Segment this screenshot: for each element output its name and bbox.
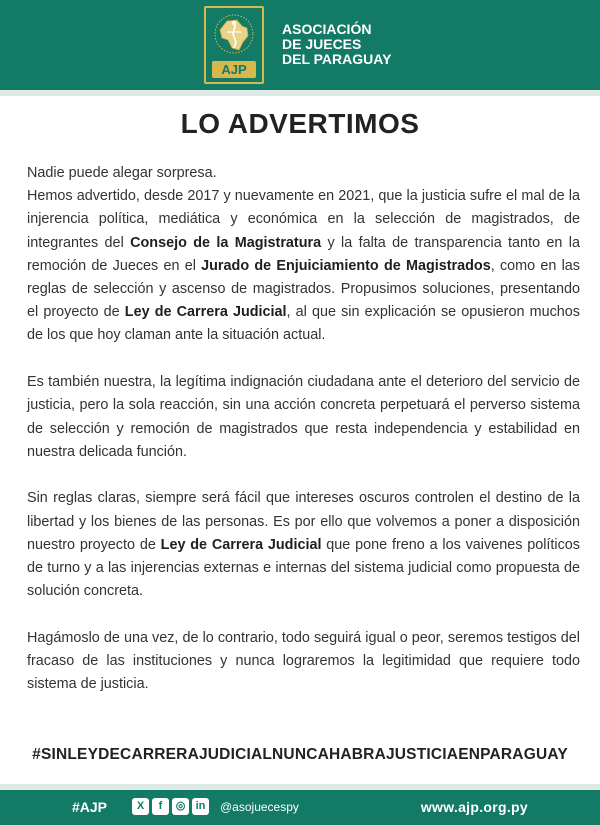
logo-acronym: AJP: [212, 61, 256, 78]
x-icon[interactable]: X: [132, 798, 149, 815]
page-title: LO ADVERTIMOS: [180, 108, 420, 139]
paragraph-2: [27, 371, 580, 464]
linkedin-icon[interactable]: in: [192, 798, 209, 815]
bold-text-run: Ley de Carrera Judicial: [160, 536, 322, 553]
social-icons: [132, 798, 209, 816]
organization-name: [282, 22, 482, 67]
text-run: y la falta de transparencia tanto en la remoción de Jueces en el: [27, 234, 580, 274]
text-run: que pone freno a los vaivenes políticos de turno y a las injerencias externas e internas del sistema judicial como propuesta de solución concreta.: [27, 536, 580, 600]
org-name-line: DEL PARAGUAY: [282, 51, 392, 67]
text-run: Hemos advertido, desde 2017 y nuevamente en 2021, que la justicia sufre el mal de la injerencia política, mediática y económica en la selección de magistrados, de integrantes del: [27, 188, 580, 251]
text-run: Sin reglas claras, siempre será fácil que intereses oscuros controlen el destino de la libertad y los bienes de las personas. Es por ello que volvemos a poner a disposición nuestro proyecto de: [27, 490, 580, 553]
facebook-icon[interactable]: f: [152, 798, 169, 815]
org-name-line: DE JUECES: [282, 36, 362, 52]
paragraph-text: [27, 487, 580, 603]
header-banner: [0, 0, 600, 90]
opening-line: Nadie puede alegar sorpresa.: [27, 165, 217, 181]
paragraph-text: Es también nuestra, la legítima indignación ciudadana ante el deterioro del servicio de justicia, pero la sola reacción, sin una acción concreta perpetuará el perverso sistema de selección y remoción de magistrados que resta independencia y estabilidad en nuestra delicada función.: [27, 374, 580, 460]
org-name-line: ASOCIACIÓN: [282, 21, 372, 37]
footer-banner: [0, 790, 600, 825]
instagram-icon[interactable]: ◎: [172, 798, 189, 815]
footer-hashtag: #AJP: [72, 799, 108, 815]
text-run: , como en las reglas de selección y ascenso de magistrados. Propusimos soluciones, presentando el proyecto de: [27, 257, 581, 321]
header-divider: [0, 90, 600, 96]
paragraph-3: [27, 487, 580, 603]
statement-body: [27, 162, 580, 720]
social-handle[interactable]: @asojuecespy: [220, 800, 299, 814]
website-link[interactable]: www.ajp.org.py: [420, 799, 528, 815]
paragraph-4: [27, 627, 580, 697]
campaign-hashtag: #SINLEYDECARRERAJUDICIALNUNCAHABRAJUSTICIAENPARAGUAY: [32, 746, 568, 763]
bold-text-run: Ley de Carrera Judicial: [124, 304, 287, 321]
paragraph-1: [27, 162, 580, 348]
paragraph-text: [27, 185, 580, 347]
bold-text-run: Consejo de la Magistratura: [130, 234, 322, 251]
paragraph-text: Hagámoslo de una vez, de lo contrario, todo seguirá igual o peor, seremos testigos del fracaso de las instituciones y nunca lograremos la legitimidad que requiere todo sistema de justicia.: [27, 629, 580, 693]
ajp-logo: [204, 6, 264, 84]
text-run: , al que sin explicación se opusieron muchos de los que hoy claman ante la situación actual.: [27, 304, 580, 344]
paraguay-map-emblem-icon: [212, 12, 256, 60]
bold-text-run: Jurado de Enjuiciamiento de Magistrados: [201, 257, 491, 274]
